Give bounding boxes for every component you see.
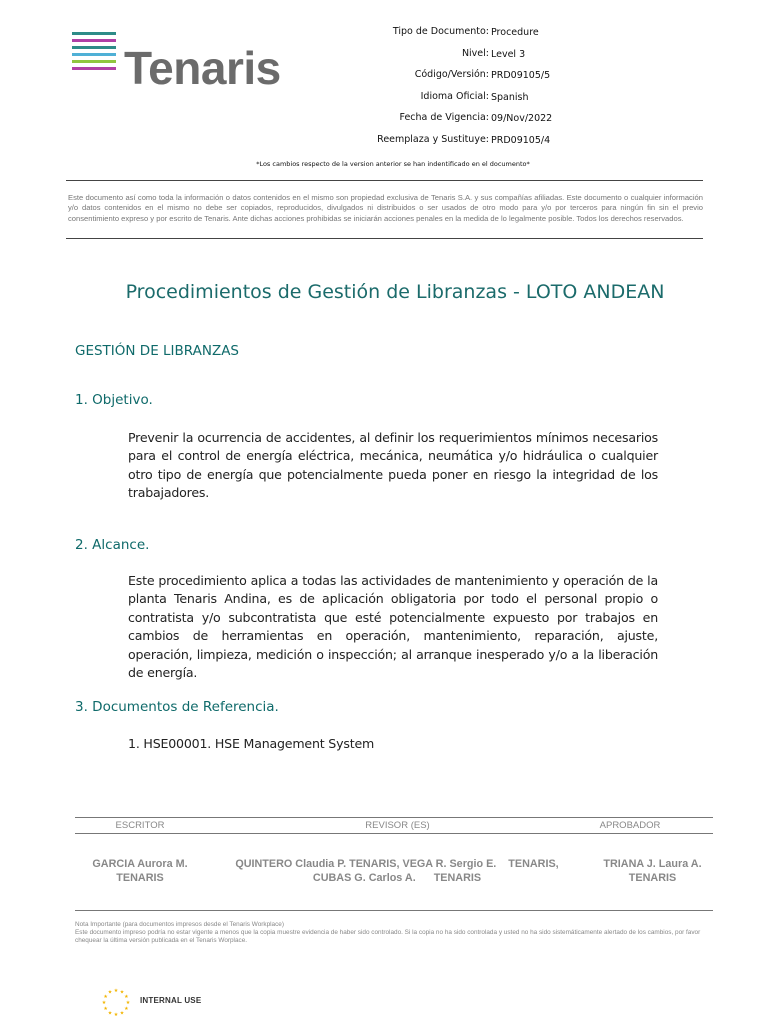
logo-stripe (72, 67, 116, 70)
star-icon: ★ (107, 989, 113, 996)
star-icon: ★ (101, 1000, 107, 1006)
star-icon: ★ (125, 1000, 131, 1006)
signature-header-writer: ESCRITOR (115, 820, 165, 831)
meta-value: Procedure (491, 27, 539, 38)
star-icon: ★ (107, 1010, 113, 1017)
classification-badge (100, 986, 240, 1018)
meta-key: Reemplaza y Sustituye: (377, 133, 489, 145)
reviewers-line-2: CUBAS G. Carlos A. TENARIS (312, 871, 482, 884)
signature-rule-bottom (75, 910, 713, 911)
confidentiality-disclaimer: Este documento así como toda la información o datos contenidos en el mismo son propiedad exclusiva de Tenaris S.A. y sus compañías afiliadas. Este documento o cualquier información y/o datos contenidos en el mismo no debe ser copiados, reproducidos, divulgados ni distribuidos o ser usados de otro modo para y/o por terceros para ningún fin sin el previo consentimiento expreso y por escrito de Tenaris. Ante dichas acciones prohibidas se iniciarán acciones penales en la medida de lo legalmente posible. Todos los derechos reservados. (68, 193, 703, 223)
star-icon: ★ (119, 989, 125, 996)
approver-name: TRIANA J. Laura A. (603, 858, 702, 870)
logo-stripe (72, 60, 116, 63)
writer-name: GARCIA Aurora M. (92, 858, 188, 870)
star-circle-icon (100, 986, 132, 1018)
signature-writer (80, 858, 200, 885)
logo-stripe (72, 53, 116, 56)
heading-objetivo: 1. Objetivo. (75, 392, 153, 408)
logo-stripe (72, 46, 116, 49)
writer-company: TENARIS (116, 871, 164, 884)
meta-row-language (330, 91, 590, 113)
reviewers-line-1: QUINTERO Claudia P. TENARIS, VEGA R. Sergio E. TENARIS, (235, 858, 559, 870)
meta-value: PRD09105/5 (491, 70, 551, 82)
footnote-text: Este documento impreso podría no estar vigente a menos que la copia muestre evidencia de haber sido controlado. Si la copia no ha sido controlada y usted no ha sido sistemáticamente alertado de los cambios, por favor chequear la última versión publicada en el Tenaris Worplace. (75, 929, 701, 945)
section-heading-main: GESTIÓN DE LIBRANZAS (75, 343, 240, 359)
meta-value: 09/Nov/2022 (491, 113, 553, 125)
changes-note: *Los cambios respecto de la version anterior se han indentificado en el documento* (256, 160, 530, 168)
star-icon: ★ (113, 988, 119, 994)
star-icon: ★ (119, 1010, 125, 1017)
document-metadata (330, 26, 590, 156)
meta-value: Spanish (491, 91, 529, 103)
star-icon: ★ (103, 994, 108, 1000)
signature-approver (595, 858, 710, 885)
meta-row-effective-date (330, 112, 590, 134)
meta-value: PRD09105/4 (491, 134, 551, 146)
meta-row-code (330, 69, 590, 91)
signature-rule-top (75, 817, 713, 818)
print-footnote (75, 921, 705, 946)
logo-stripe (72, 39, 116, 42)
meta-row-replaces (330, 134, 590, 156)
meta-key: Nivel: (461, 47, 489, 59)
tenaris-logo (72, 32, 312, 96)
meta-row-level (330, 48, 590, 70)
signature-reviewers (222, 858, 572, 885)
divider-bottom (66, 238, 703, 239)
classification-label: INTERNAL USE (140, 996, 202, 1005)
signature-rule-mid (75, 833, 713, 834)
star-icon: ★ (113, 1012, 119, 1018)
meta-row-type (330, 26, 590, 48)
reference-item: 1. HSE00001. HSE Management System (128, 736, 375, 751)
divider-top (66, 180, 703, 181)
meta-key: Idioma Oficial: (420, 90, 489, 102)
logo-stripes (72, 32, 116, 74)
star-icon: ★ (124, 994, 129, 1000)
meta-key: Tipo de Documento: (392, 26, 489, 37)
signature-header-approver: APROBADOR (599, 820, 661, 831)
document-title: Procedimientos de Gestión de Libranzas - LOTO ANDEAN (125, 281, 665, 303)
signature-header-reviewers: REVISOR (ES) (365, 820, 430, 831)
approver-company: TENARIS (628, 871, 677, 884)
paragraph-alcance: Este procedimiento aplica a todas las actividades de mantenimiento y operación de la planta Tenaris Andina, es de aplicación obligatoria por todo el personal propio o contratista y/o subcontratista que esté potencialmente expuesto por trabajos en cambios de herramientas en operación, mantenimiento, reparación, ajuste, operación, limpieza, medición o inspección; al arranque inesperado y/o a la liberación de energía. (128, 573, 658, 681)
footnote-title: Nota Importante (para documentos impresos desde el Tenaris Workplace) (75, 921, 284, 928)
star-icon: ★ (103, 1006, 108, 1012)
meta-value: Level 3 (491, 48, 526, 60)
meta-key: Código/Versión: (414, 69, 489, 81)
heading-alcance: 2. Alcance. (75, 537, 150, 553)
logo-wordmark: Tenaris (124, 42, 281, 94)
star-icon: ★ (124, 1006, 129, 1012)
paragraph-objetivo: Prevenir la ocurrencia de accidentes, al definir los requerimientos mínimos necesarios para el control de energía eléctrica, mecánica, neumática y/o hidráulica o cualquier otro tipo de energía que potencialmente pueda poner en riesgo la integridad de los trabajadores. (128, 430, 658, 501)
logo-stripe (72, 32, 116, 35)
heading-documentos-referencia: 3. Documentos de Referencia. (75, 699, 279, 715)
meta-key: Fecha de Vigencia: (399, 112, 489, 124)
